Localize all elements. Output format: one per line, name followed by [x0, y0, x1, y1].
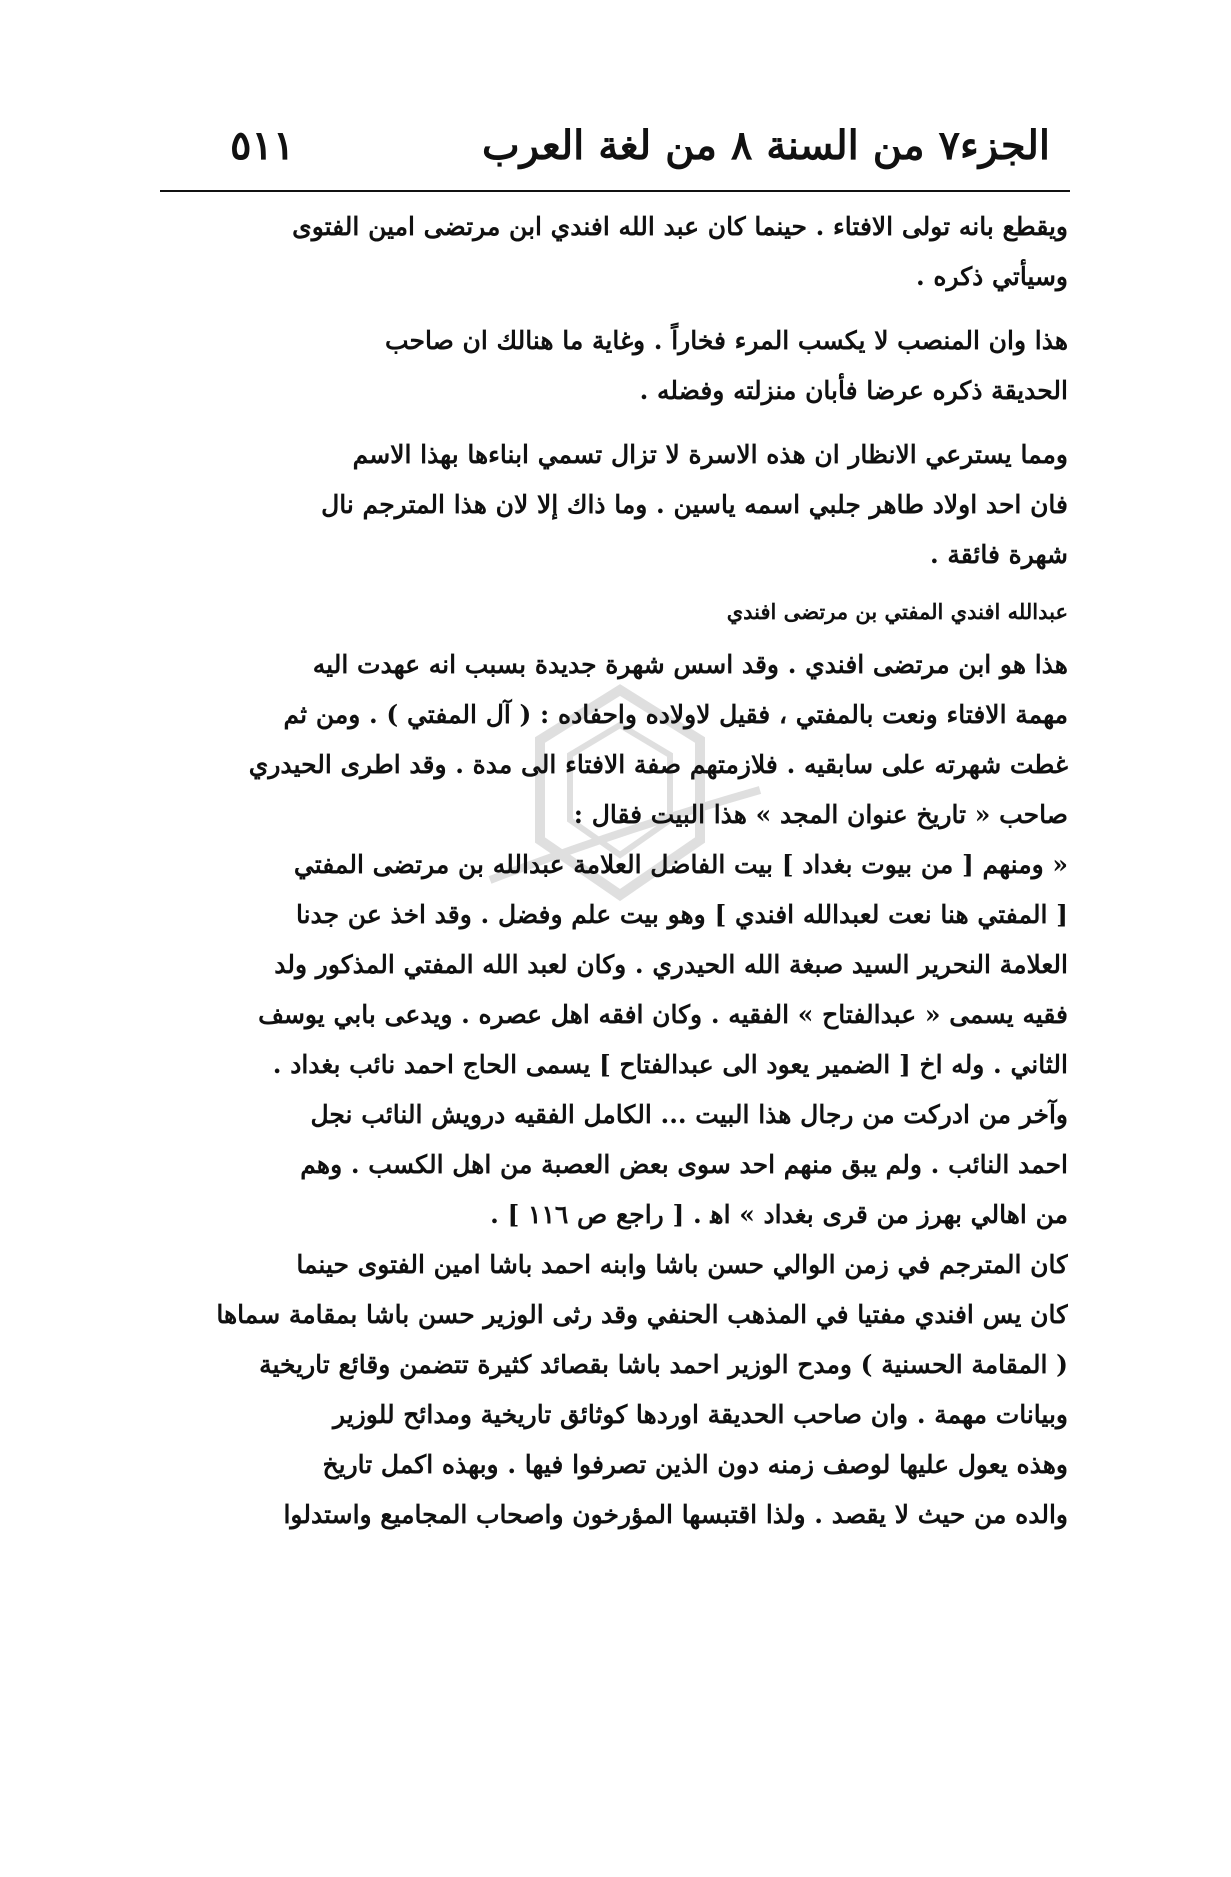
text-line: غطت شهرته على سابقيه . فلازمتهم صفة الافتاء الى مدة . وقد اطرى الحيدري: [248, 750, 1068, 779]
text-line: والده من حيث لا يقصد . ولذا اقتبسها المؤرخون واصحاب المجاميع واستدلوا: [283, 1500, 1068, 1529]
text-line: صاحب « تاريخ عنوان المجد » هذا البيت فقال :: [573, 800, 1068, 829]
quote-line: العلامة النحرير السيد صبغة الله الحيدري . وكان لعبد الله المفتي المذكور ولد: [274, 950, 1068, 979]
text-line: هذا هو ابن مرتضى افندي . وقد اسس شهرة جديدة بسبب انه عهدت اليه: [312, 650, 1068, 679]
paragraph-gap: [168, 416, 1068, 430]
article-body: [168, 202, 1068, 1540]
text-line: مهمة الافتاء ونعت بالمفتي ، فقيل لاولاده واحفاده : ( آل المفتي ) . ومن ثم: [283, 700, 1068, 729]
text-line: هذا وان المنصب لا يكسب المرء فخاراً . وغاية ما هنالك ان صاحب: [384, 326, 1068, 355]
text-line: ومما يسترعي الانظار ان هذه الاسرة لا تزال تسمي ابناءها بهذا الاسم: [352, 440, 1068, 469]
quote-line: احمد النائب . ولم يبق منهم احد سوى بعض العصبة من اهل الكسب . وهم: [300, 1150, 1068, 1179]
paragraph-gap: [168, 302, 1068, 316]
running-header: [160, 118, 1070, 182]
quote-line: « ومنهم [ من بيوت بغداد ] بيت الفاضل العلامة عبدالله بن مرتضى المفتي: [293, 850, 1068, 879]
text-line: ويقطع بانه تولى الافتاء . حينما كان عبد الله افندي ابن مرتضى امين الفتوى: [292, 212, 1068, 241]
text-line: كان يس افندي مفتيا في المذهب الحنفي وقد رثى الوزير حسن باشا بمقامة سماها: [216, 1300, 1068, 1329]
header-rule: [160, 190, 1070, 192]
text-line: ( المقامة الحسنية ) ومدح الوزير احمد باشا بقصائد كثيرة تتضمن وقائع تاريخية: [259, 1350, 1068, 1379]
text-line: كان المترجم في زمن الوالي حسن باشا وابنه احمد باشا امين الفتوى حينما: [296, 1250, 1068, 1279]
journal-title: الجزء٧ من السنة ٨ من لغة العرب: [481, 122, 1050, 169]
text-line: شهرة فائقة .: [929, 540, 1068, 569]
quote-line: فقيه يسمى « عبدالفتاح » الفقيه . وكان افقه اهل عصره . ويدعى بابي يوسف: [258, 1000, 1068, 1029]
text-line: فان احد اولاد طاهر جلبي اسمه ياسين . وما ذاك إلا لان هذا المترجم نال: [321, 490, 1068, 519]
quote-line: وآخر من ادركت من رجال هذا البيت ... الكامل الفقيه درويش النائب نجل: [310, 1100, 1068, 1129]
text-line: الحديقة ذكره عرضا فأبان منزلته وفضله .: [639, 376, 1068, 405]
quote-line: [ المفتي هنا نعت لعبدالله افندي ] وهو بيت علم وفضل . وقد اخذ عن جدنا: [295, 900, 1068, 929]
page-number: ٥١١: [230, 122, 295, 169]
quote-line: من اهالي بهرز من قرى بغداد » اﻫ . [ راجع ص ١١٦ ] .: [490, 1200, 1068, 1229]
text-line: وسيأتي ذكره .: [915, 262, 1068, 291]
text-line: وبيانات مهمة . وان صاحب الحديقة اوردها كوثائق تاريخية ومدائح للوزير: [332, 1400, 1068, 1429]
section-heading: عبدالله افندي المفتي بن مرتضى افندي: [726, 599, 1068, 624]
quote-line: الثاني . وله اخ [ الضمير يعود الى عبدالفتاح ] يسمى الحاج احمد نائب بغداد .: [272, 1050, 1068, 1079]
text-line: وهذه يعول عليها لوصف زمنه دون الذين تصرفوا فيها . وبهذه اكمل تاريخ: [322, 1450, 1068, 1479]
